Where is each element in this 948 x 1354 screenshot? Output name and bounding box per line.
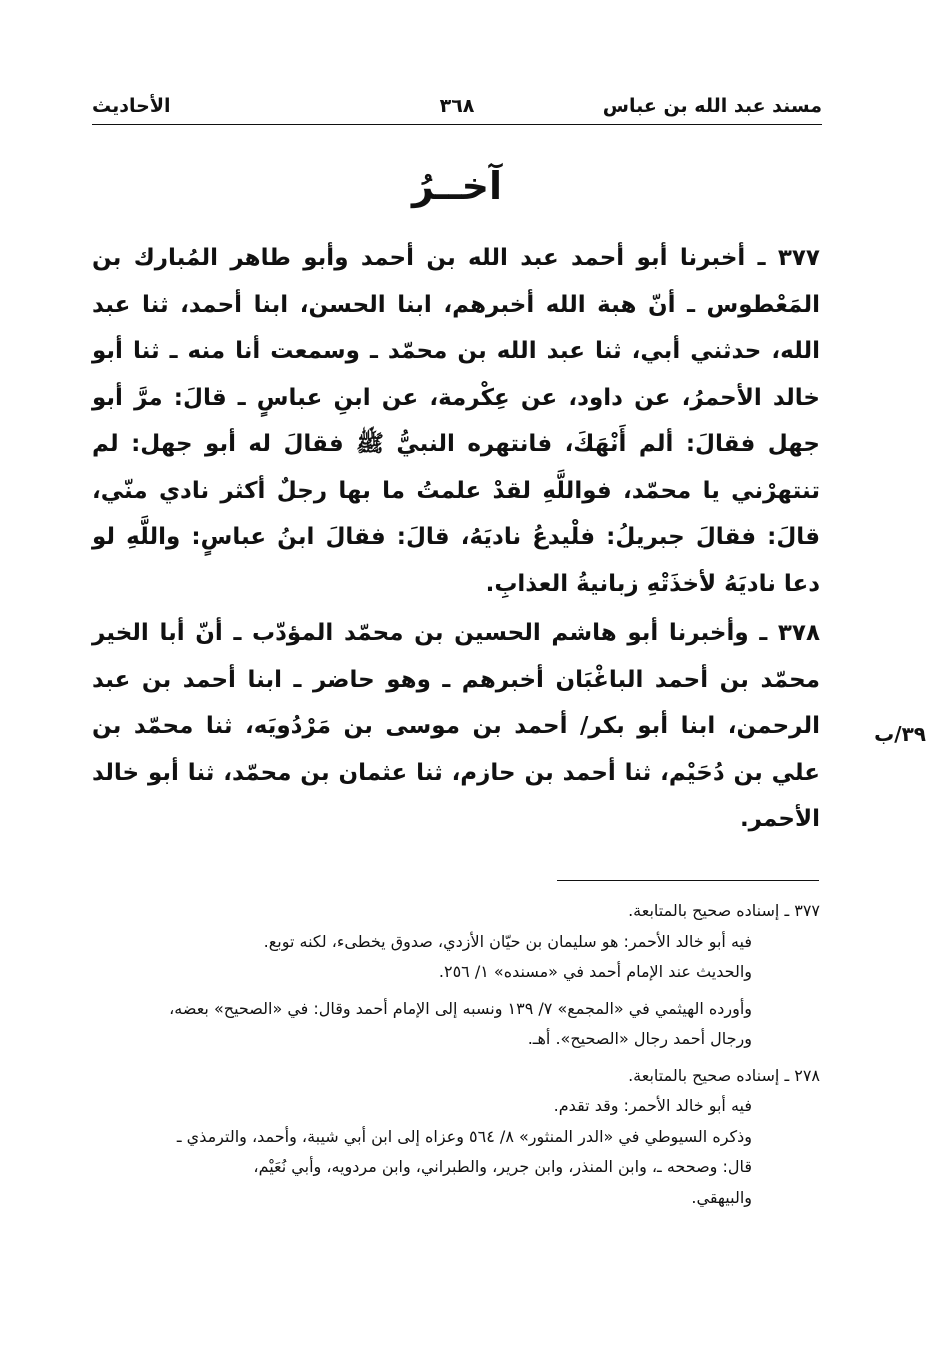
footnote-line: ورجال أحمد رجال «الصحيح». أهـ. <box>527 1029 752 1048</box>
header-book-title: مسند عبد الله بن عباس <box>602 95 822 117</box>
hadith-number: ٣٧٨ <box>777 620 820 646</box>
footnote-block <box>92 896 820 988</box>
header-rule <box>92 124 822 125</box>
footnote-line: فيه أبو خالد الأحمر: وقد تقدم. <box>553 1096 752 1115</box>
manuscript-folio-note: ٣٩/ب <box>874 722 926 746</box>
footnote-line: ٣٧٧ ـ إسناده صحيح بالمتابعة. <box>628 901 820 920</box>
footnote-block <box>92 994 820 1055</box>
running-header <box>92 92 822 126</box>
page-number: ٣٦٨ <box>439 95 475 117</box>
footnote-line: والحديث عند الإمام أحمد في «مسنده» ١/ ٢٥٦. <box>438 962 752 981</box>
footnote-line: والبيهقي. <box>691 1187 752 1207</box>
hadith-number: ٣٧٧ <box>777 245 820 271</box>
footnote-line: قال: وصححه ـ، وابن المنذر، وابن جرير، والطبراني، وابن مردويه، وأبي نُعَيْم، <box>253 1157 752 1176</box>
footnote-block <box>92 1061 820 1214</box>
section-title: آخــرُ <box>411 164 503 208</box>
footnotes <box>92 896 820 1219</box>
header-section-name: الأحاديث <box>92 95 171 117</box>
hadith-paragraph <box>92 610 820 843</box>
hadith-paragraph <box>92 235 820 607</box>
footnote-rule <box>557 880 819 881</box>
footnote-line: وأورده الهيثمي في «المجمع» ٧/ ١٣٩ ونسبه إلى الإمام أحمد وقال: في «الصحيح» بعضه، <box>169 998 752 1018</box>
hadith-text: ـ وأخبرنا أبو هاشم الحسين بن محمّد المؤدّب ـ أنّ أبا الخير محمّد بن أحمد الباغْبَان أخبرهم ـ وهو حاضر ـ ابنا أحمد بن عبد الرحمن، ابنا أبو بكر/ أحمد بن موسى بن مَرْدُويَه، ثنا محمّد بن علي بن دُحَيْم، ثنا أحمد بن حازم، ثنا عثمان بن محمّد، ثنا أبو خالد الأحمر. <box>92 620 820 832</box>
footnote-line: وذكره السيوطي في «الدر المنثور» ٨/ ٥٦٤ وعزاه إلى ابن أبي شيبة، وأحمد، والترمذي ـ <box>176 1126 752 1146</box>
footnote-line: فيه أبو خالد الأحمر: هو سليمان بن حيّان الأزدي، صدوق يخطىء، لكنه توبع. <box>263 931 752 951</box>
footnote-line: ٢٧٨ ـ إسناده صحيح بالمتابعة. <box>628 1065 820 1085</box>
hadith-text: ـ أخبرنا أبو أحمد عبد الله بن أحمد وأبو طاهر المُبارك بن المَعْطوس ـ أنّ هبة الله أخبرهم، ابنا الحسن، ابنا أحمد، ثنا عبد الله، حدثني أبي، ثنا عبد الله بن محمّد ـ وسمعت أنا منه ـ ثنا أبو خالد الأحمرُ، عن داود، عن عِكْرمة، عن ابنِ عباسٍ ـ قالَ: مرَّ أبو جهل فقالَ: ألم أَنْهَكَ، فانتهره النبيُّ ﷺ فقالَ له أبو جهل: لم تنتهرْني يا محمّد، فواللَّهِ لقدْ علمتُ ما بها رجلٌ أكثر نادي منّي، قالَ: فقالَ جبريلُ: فلْيدعُ ناديَهُ، قالَ: فقالَ ابنُ عباسٍ: واللَّهِ لو دعا ناديَهُ لأخذَتْهِ زبانيةُ العذابِ. <box>92 245 820 597</box>
